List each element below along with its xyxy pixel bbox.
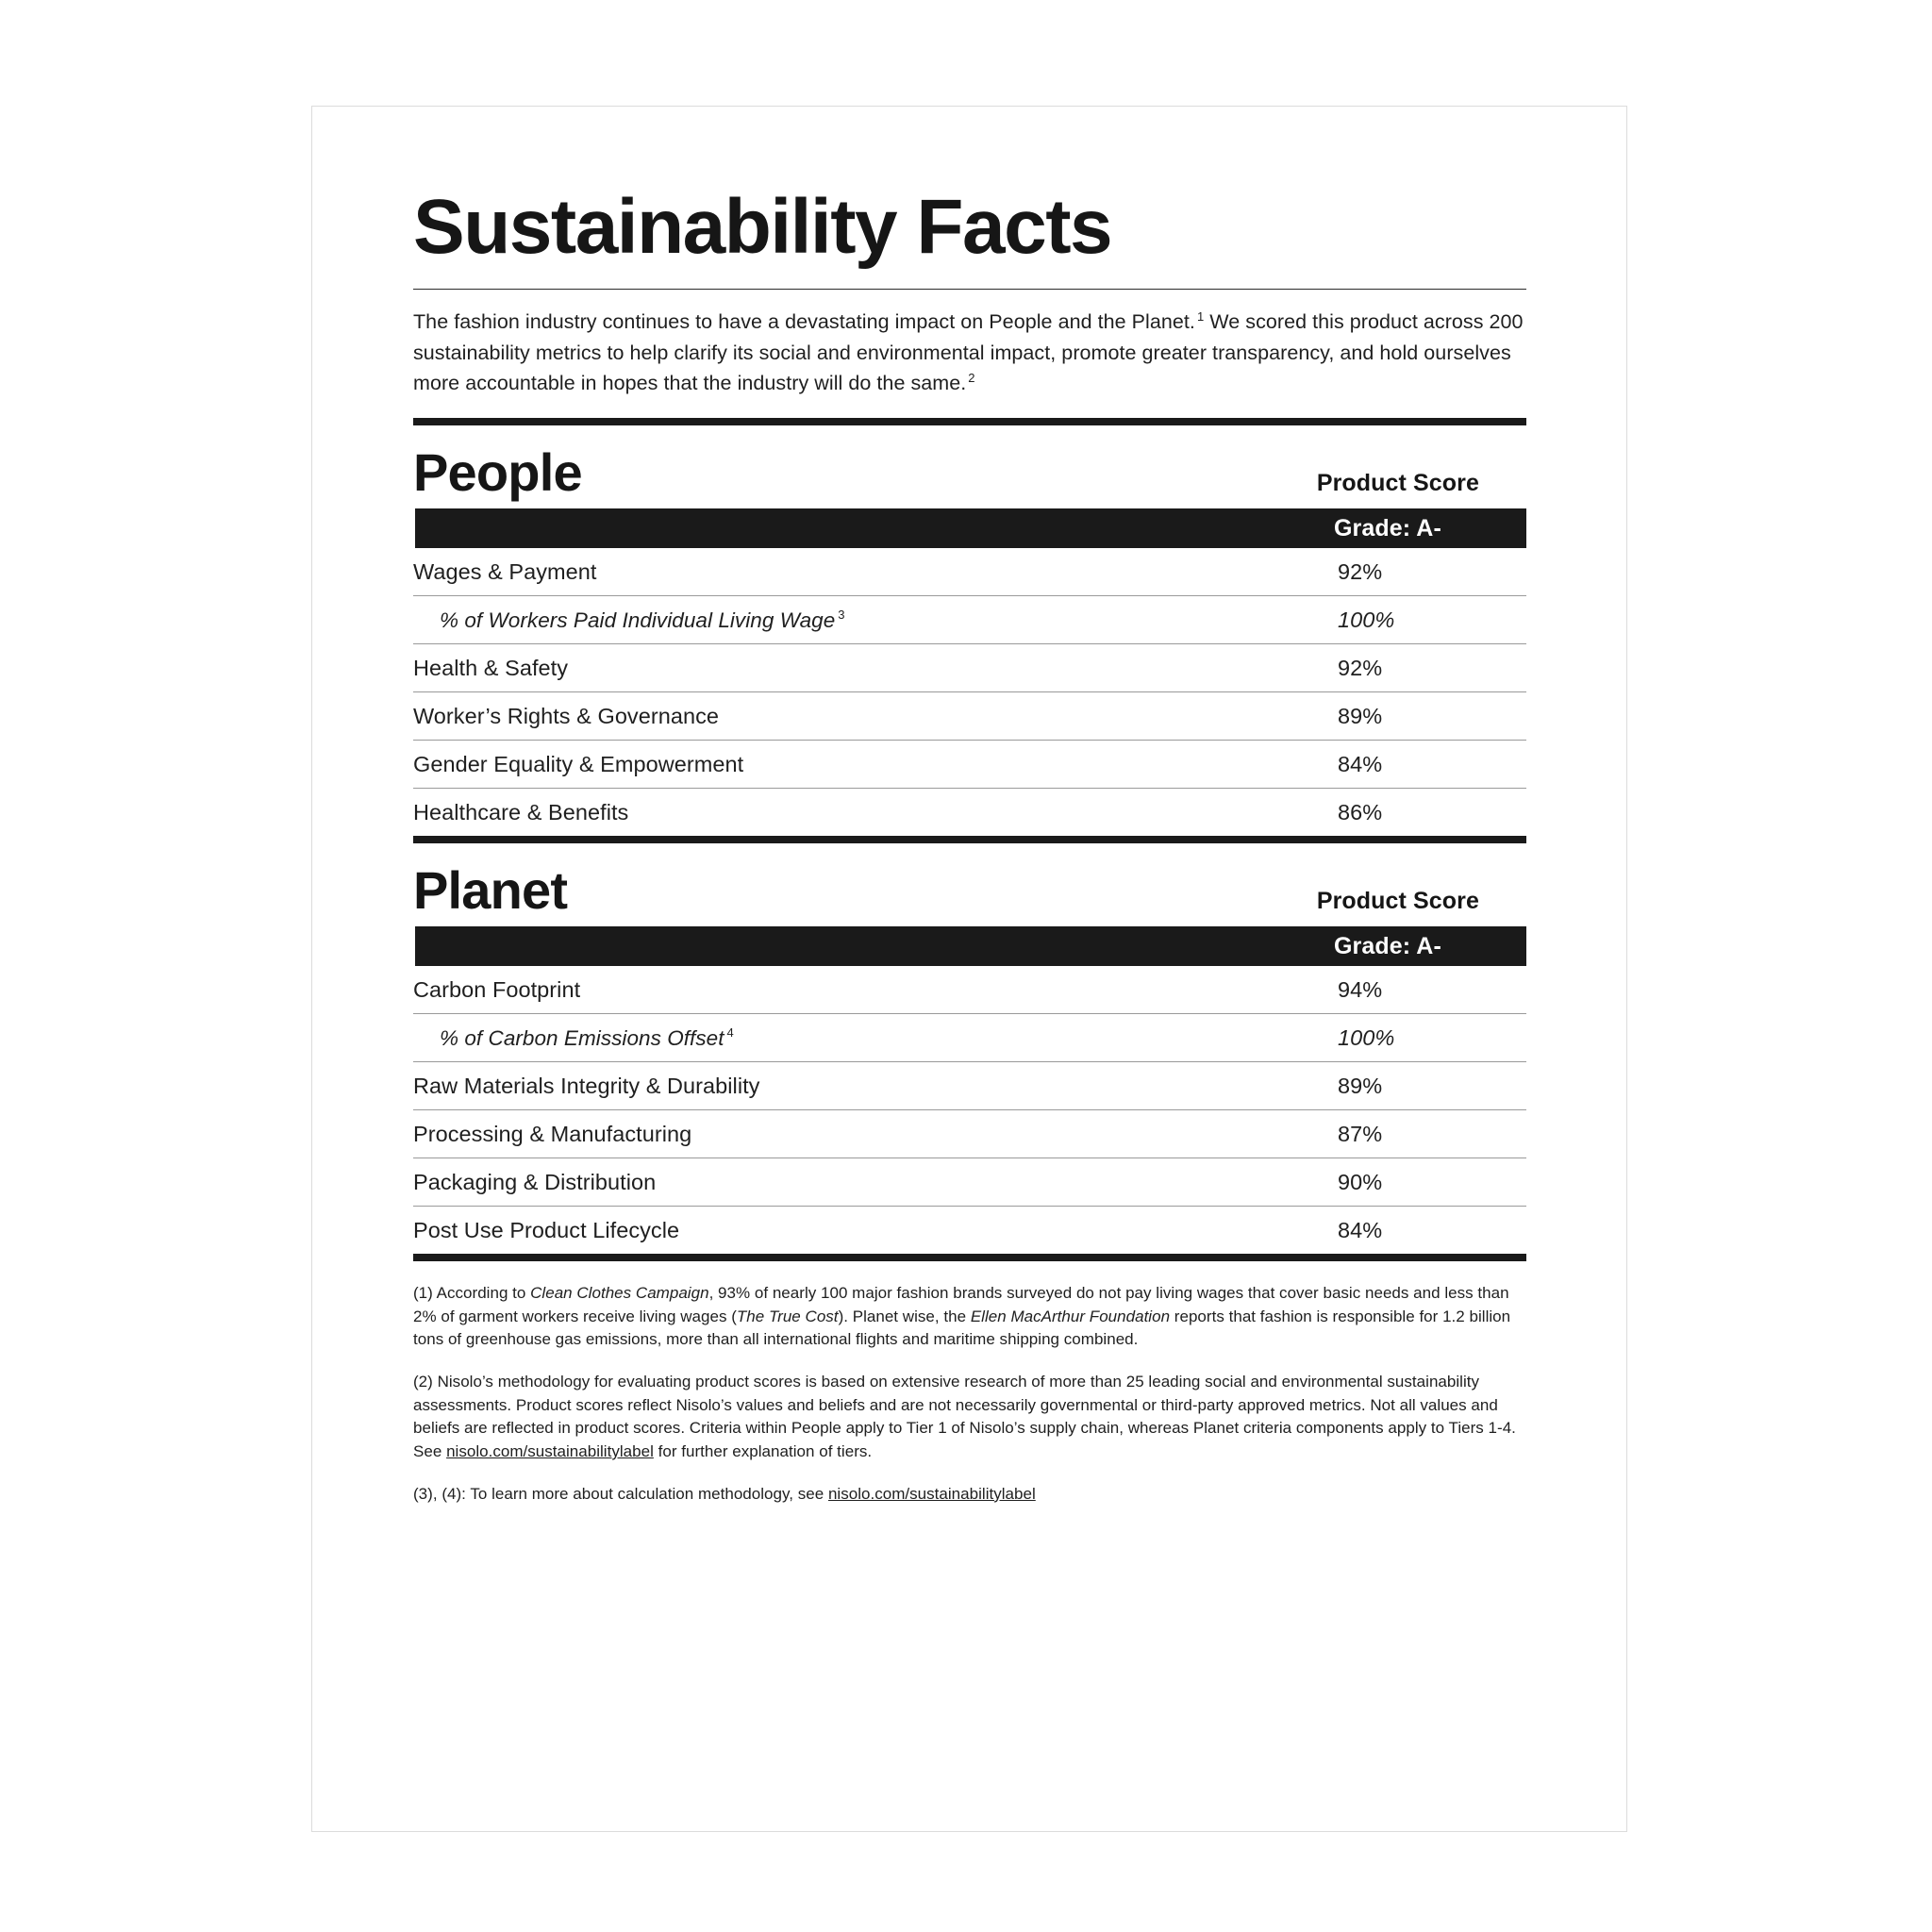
table-row — [413, 692, 1526, 741]
footnote-1 — [413, 1282, 1526, 1352]
intro-text-2: We scored this product across 200 sustainability metrics to help clarify its social and environmental impact, promote greater transparency, and hold ourselves more accountable in hopes that the industry will do the same. — [413, 310, 1524, 395]
table-row — [413, 596, 1526, 644]
metric-value: 84% — [1338, 1218, 1383, 1243]
section-people-grade-bar — [415, 508, 1526, 548]
section-people — [413, 425, 1526, 836]
metric-value: 84% — [1338, 741, 1526, 789]
section-people-score-label: Product Score — [1316, 470, 1479, 497]
metric-label-text: % of Workers Paid Individual Living Wage — [440, 608, 836, 632]
metric-value: 90% — [1338, 1158, 1526, 1207]
footnote-2-text-b: for further explanation of tiers. — [653, 1441, 873, 1460]
document-body — [413, 184, 1526, 1524]
footnote-3 — [413, 1483, 1526, 1507]
table-row — [413, 966, 1526, 1014]
table-row — [413, 1062, 1526, 1110]
footnote-3-text-a: (3), (4): To learn more about calculation methodology, see — [413, 1484, 828, 1503]
metric-value: 86% — [1338, 800, 1383, 825]
title-divider — [413, 289, 1526, 290]
footnote-1-source-b: The True Cost — [736, 1307, 839, 1325]
metric-value: 100% — [1338, 1014, 1526, 1062]
footnote-marker-4: 4 — [726, 1025, 734, 1041]
metric-value: 89% — [1338, 692, 1526, 741]
metric-value: 87% — [1338, 1110, 1526, 1158]
footnote-1-text-c: ). Planet wise, the — [838, 1307, 971, 1325]
footnote-marker-2: 2 — [968, 371, 975, 386]
footnote-2 — [413, 1371, 1526, 1464]
intro-paragraph — [413, 307, 1526, 399]
table-row — [413, 1158, 1526, 1207]
footnote-marker-3: 3 — [838, 608, 845, 623]
section-planet-grade-bar — [415, 926, 1526, 966]
metric-value: 92% — [1338, 644, 1526, 692]
metric-label-text: % of Carbon Emissions Offset — [440, 1025, 724, 1050]
metric-label — [413, 1014, 1338, 1062]
section-planet-score-label: Product Score — [1316, 888, 1479, 915]
intro-text-1: The fashion industry continues to have a devastating impact on People and the Planet. — [413, 310, 1195, 334]
table-row — [413, 1207, 1526, 1255]
section-people-table — [413, 548, 1526, 836]
table-row — [413, 548, 1526, 596]
metric-label: Carbon Footprint — [413, 966, 1338, 1014]
metric-label: Post Use Product Lifecycle — [413, 1218, 680, 1243]
section-people-grade: Grade: A- — [1334, 514, 1441, 541]
table-row — [413, 644, 1526, 692]
footnote-1-source-c: Ellen MacArthur Foundation — [970, 1307, 1171, 1325]
metric-value: 100% — [1338, 596, 1526, 644]
footnote-2-link[interactable]: nisolo.com/sustainabilitylabel — [446, 1441, 654, 1460]
footnote-1-text-a: (1) According to — [413, 1284, 531, 1303]
metric-label: Raw Materials Integrity & Durability — [413, 1062, 1338, 1110]
document-page — [311, 106, 1627, 1832]
table-row — [413, 741, 1526, 789]
metric-value: 89% — [1338, 1062, 1526, 1110]
metric-label: Gender Equality & Empowerment — [413, 741, 1338, 789]
metric-label: Processing & Manufacturing — [413, 1110, 1338, 1158]
table-row — [413, 1014, 1526, 1062]
section-planet-grade: Grade: A- — [1334, 932, 1441, 959]
section-divider-middle — [413, 836, 1526, 843]
section-planet — [413, 843, 1526, 1254]
section-divider-top — [413, 418, 1526, 425]
page-title: Sustainability Facts — [413, 184, 1112, 270]
footnote-2-text-a: (2) Nisolo’s methodology for evaluating product scores is based on extensive research of more than 25 leading social and environmental sustainability assessments. Product scores reflect Nisolo’s values and beliefs and are not necessarily governmental or third-party approved metrics. Not all values and beliefs are reflected in product scores. Criteria within People apply to Tier 1 of Nisolo’s supply chain, whereas Planet criteria components apply to Tiers 1-4. See — [413, 1373, 1516, 1460]
section-planet-header — [413, 843, 1526, 926]
footnotes — [413, 1282, 1526, 1506]
table-row — [413, 1110, 1526, 1158]
section-planet-title: Planet — [413, 860, 568, 921]
footnote-1-source-a: Clean Clothes Campaign — [530, 1284, 709, 1303]
section-planet-table — [413, 966, 1526, 1254]
metric-label: Wages & Payment — [413, 548, 1338, 596]
metric-label: Packaging & Distribution — [413, 1158, 1338, 1207]
footnote-marker-1: 1 — [1196, 308, 1205, 324]
metric-label — [413, 596, 1338, 644]
section-people-header — [413, 425, 1526, 508]
metric-label: Worker’s Rights & Governance — [413, 692, 1338, 741]
metric-label: Health & Safety — [413, 644, 1338, 692]
footnote-3-link[interactable]: nisolo.com/sustainabilitylabel — [827, 1484, 1036, 1503]
section-people-title: People — [413, 442, 582, 503]
metric-value: 92% — [1338, 548, 1526, 596]
metric-value: 94% — [1338, 966, 1526, 1014]
table-row — [413, 789, 1526, 837]
metric-label: Healthcare & Benefits — [413, 800, 629, 825]
footnote-1-text-b: , 93% of nearly 100 major fashion brands surveyed do not pay living wages that cover basic needs and less than 2% of garment workers receive living wages ( — [413, 1284, 1509, 1325]
footnote-1-text-d: reports that fashion is responsible for 1.2 billion tons of greenhouse gas emissions, more than all international flights and maritime shipping combined. — [413, 1307, 1511, 1349]
section-divider-bottom — [413, 1254, 1526, 1261]
